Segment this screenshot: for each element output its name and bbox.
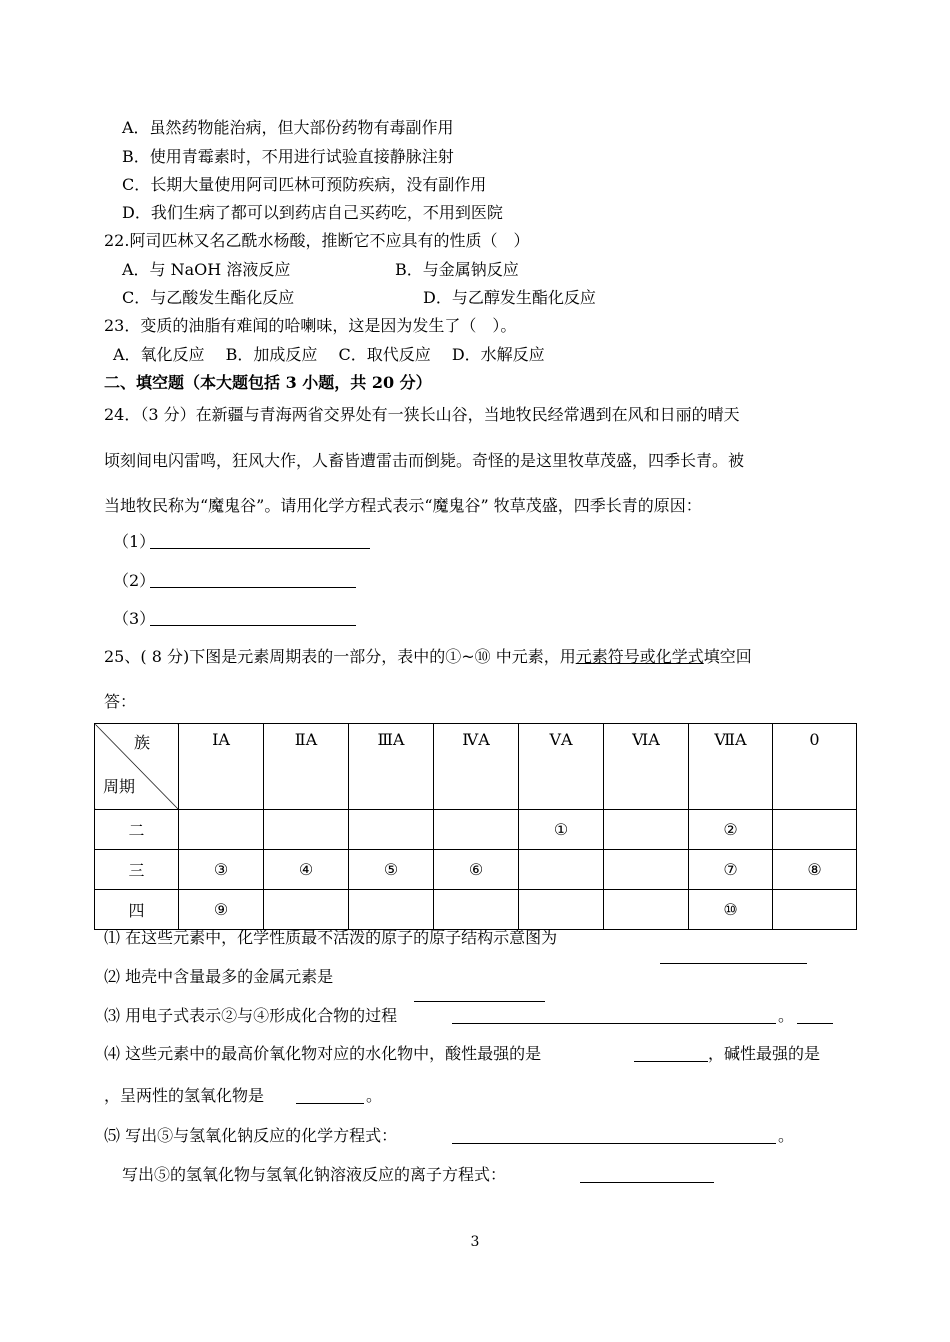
q22-option-c: C．与乙酸发生酯化反应	[122, 288, 295, 307]
period-label: 二	[95, 810, 179, 850]
table-cell	[179, 810, 264, 850]
q22-option-b: B．与金属钠反应	[395, 260, 519, 279]
q25-sub-4-end: 。	[366, 1086, 383, 1105]
q23-options: A．氧化反应 B．加成反应 C．取代反应 D．水解反应	[113, 345, 545, 364]
q21-option-d: D．我们生病了都可以到药店自己买药吃，不用到医院	[122, 203, 503, 222]
q25-sub-5-blank[interactable]	[452, 1143, 776, 1144]
q25-sub-1-blank[interactable]	[660, 963, 807, 964]
q25-sub-4-amphoteric: ，呈两性的氢氧化物是	[104, 1086, 265, 1105]
q25-sub-3-trailing-blank[interactable]	[797, 1023, 833, 1024]
q25-intro-line-2: 答：	[104, 692, 137, 711]
table-header-row	[95, 724, 857, 810]
q25-sub-2: ⑵ 地壳中含量最多的金属元素是	[104, 967, 334, 986]
q25-sub-6-blank[interactable]	[580, 1182, 714, 1183]
q25-sub-4-amphoteric-blank[interactable]	[296, 1103, 364, 1104]
q25-sub-6: 写出⑤的氢氧化物与氢氧化钠溶液反应的离子方程式：	[122, 1165, 507, 1184]
group-header: 0	[773, 724, 857, 810]
q24-blank-2[interactable]	[150, 587, 356, 588]
q24-blank-2-label: （2）	[113, 571, 156, 590]
group-header: ⅥA	[604, 724, 689, 810]
table-cell: ⑨	[179, 890, 264, 930]
q25-sub-1: ⑴ 在这些元素中，化学性质最不活泼的原子的原子结构示意图为	[104, 928, 558, 947]
page-number: 3	[470, 1234, 480, 1250]
q25-intro-underlined: 元素符号或化学式	[575, 647, 704, 666]
q25-sub-5: ⑸ 写出⑤与氢氧化钠反应的化学方程式：	[104, 1126, 398, 1145]
table-cell	[264, 810, 349, 850]
q25-sub-5-end: 。	[778, 1126, 795, 1145]
table-cell	[434, 890, 519, 930]
q25-intro-text: 25、( 8 分)下图是元素周期表的一部分，表中的①~⑩ 中元素，用	[104, 647, 576, 666]
q25-sub-3: ⑶ 用电子式表示②与④形成化合物的过程	[104, 1006, 398, 1025]
table-cell: ③	[179, 850, 264, 890]
q22-option-d: D．与乙醇发生酯化反应	[423, 288, 596, 307]
table-cell: ⑩	[689, 890, 773, 930]
table-cell: ⑥	[434, 850, 519, 890]
q25-sub-4: ⑷ 这些元素中的最高价氧化物对应的水化物中，酸性最强的是	[104, 1044, 542, 1063]
periodic-table	[94, 723, 857, 930]
q25-intro-tail: 填空回	[703, 647, 752, 666]
table-cell	[519, 850, 604, 890]
q23-stem: 23．变质的油脂有难闻的哈喇味，这是因为发生了（ ）。	[104, 316, 517, 335]
q24-blank-1[interactable]	[150, 548, 370, 549]
q24-blank-1-label: （1）	[113, 532, 156, 551]
table-cell	[349, 810, 434, 850]
group-header: ⅦA	[689, 724, 773, 810]
q21-option-b: B．使用青霉素时，不用进行试验直接静脉注射	[122, 147, 454, 166]
period-label: 四	[95, 890, 179, 930]
group-header: ⅡA	[264, 724, 349, 810]
q24-line-3: 当地牧民称为“魔鬼谷”。请用化学方程式表示“魔鬼谷” 牧草茂盛，四季长青的原因：	[104, 496, 702, 515]
period-label: 三	[95, 850, 179, 890]
corner-period-label: 周期	[103, 777, 136, 796]
table-row	[95, 810, 857, 850]
table-cell	[434, 810, 519, 850]
q25-sub-3-blank[interactable]	[452, 1023, 776, 1024]
q25-sub-4-base: ，碱性最强的是	[708, 1044, 821, 1063]
q22-stem: 22.阿司匹林又名乙酰水杨酸，推断它不应具有的性质（ ）	[104, 231, 530, 250]
section-heading: 二、填空题（本大题包括 3 小题，共 20 分）	[104, 373, 432, 392]
corner-group-label: 族	[133, 733, 150, 752]
table-cell	[604, 810, 689, 850]
q24-blank-3[interactable]	[150, 625, 356, 626]
q25-sub-3-end: 。	[778, 1006, 795, 1025]
table-corner-cell	[95, 724, 179, 810]
table-cell	[349, 890, 434, 930]
q21-option-a: A．虽然药物能治病，但大部份药物有毒副作用	[122, 118, 454, 137]
group-header: ⅠA	[179, 724, 264, 810]
table-cell: ⑦	[689, 850, 773, 890]
table-cell	[519, 890, 604, 930]
table-cell	[604, 850, 689, 890]
table-row	[95, 850, 857, 890]
q24-line-1: 24．（3 分）在新疆与青海两省交界处有一狭长山谷，当地牧民经常遇到在风和日丽的晴天	[104, 405, 740, 424]
q21-option-c: C．长期大量使用阿司匹林可预防疾病，没有副作用	[122, 175, 487, 194]
table-cell: ①	[519, 810, 604, 850]
table-cell: ④	[264, 850, 349, 890]
table-row	[95, 890, 857, 930]
q25-sub-2-blank[interactable]	[414, 1001, 545, 1002]
table-cell: ⑧	[773, 850, 857, 890]
q24-blank-3-label: （3）	[113, 609, 156, 628]
group-header: ⅤA	[519, 724, 604, 810]
table-cell	[604, 890, 689, 930]
q25-intro	[104, 647, 752, 667]
q22-option-a: A．与 NaOH 溶液反应	[122, 260, 291, 279]
group-header: ⅣA	[434, 724, 519, 810]
table-cell: ②	[689, 810, 773, 850]
q25-sub-4-acid-blank[interactable]	[634, 1061, 708, 1062]
table-cell	[773, 810, 857, 850]
q24-line-2: 顷刻间电闪雷鸣，狂风大作，人畜皆遭雷击而倒毙。奇怪的是这里牧草茂盛，四季长青。被	[104, 451, 745, 470]
table-cell: ⑤	[349, 850, 434, 890]
table-cell	[773, 890, 857, 930]
table-cell	[264, 890, 349, 930]
group-header: ⅢA	[349, 724, 434, 810]
